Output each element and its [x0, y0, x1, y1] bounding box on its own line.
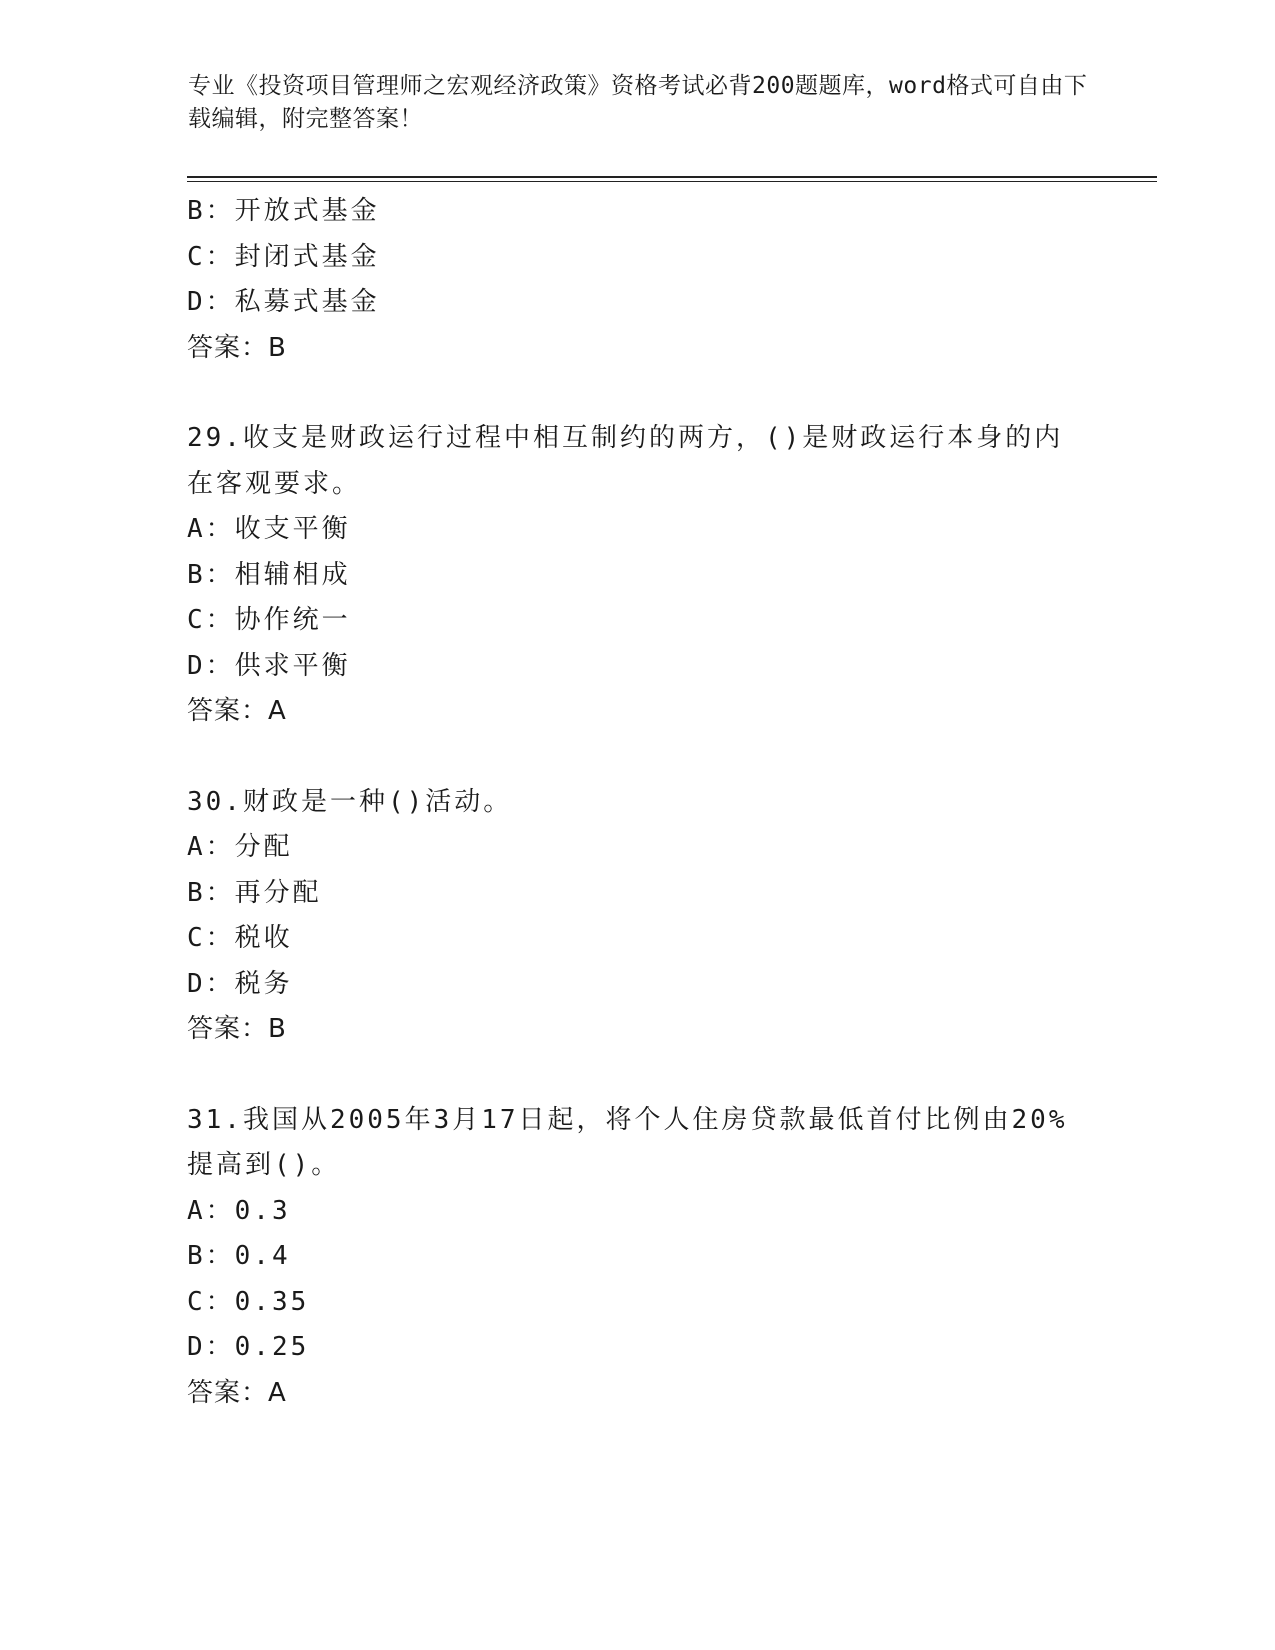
- option-c: C：税收: [187, 923, 293, 953]
- answer-line: 答案：B: [187, 1014, 287, 1044]
- answer-line: 答案：A: [187, 696, 287, 726]
- spacer: [187, 371, 1107, 416]
- option-c: C：0.35: [187, 1286, 310, 1317]
- option-a: A：0.3: [187, 1195, 291, 1226]
- option-c: C：协作统一: [187, 605, 351, 635]
- question-stem: 30.财政是一种()活动。: [187, 786, 513, 817]
- option-a: A：收支平衡: [187, 514, 351, 544]
- question-block-31: [187, 1098, 1107, 1417]
- option-d: D：供求平衡: [187, 650, 351, 681]
- option-d: D：税务: [187, 968, 293, 999]
- answer-line: 答案：A: [187, 1377, 287, 1408]
- question-block-carryover: [187, 189, 1107, 371]
- option-a: A：分配: [187, 832, 293, 862]
- option-b: B：0.4: [187, 1241, 291, 1271]
- question-stem: 29.收支是财政运行过程中相互制约的两方，()是财政运行本身的内在客观要求。: [187, 423, 1064, 499]
- option-b: B：开放式基金: [187, 196, 380, 226]
- option-d: D：私募式基金: [187, 287, 380, 317]
- header-divider: [187, 176, 1157, 182]
- document-header: 专业《投资项目管理师之宏观经济政策》资格考试必背200题题库，word格式可自由下载编辑，附完整答案！: [188, 73, 1088, 132]
- question-stem: 31.我国从2005年3月17日起，将个人住房贷款最低首付比例由20%提高到()。: [187, 1104, 1068, 1180]
- answer-line: 答案：B: [187, 332, 287, 363]
- option-c: C：封闭式基金: [187, 241, 380, 272]
- spacer: [187, 735, 1107, 780]
- spacer: [187, 1053, 1107, 1098]
- option-b: B：再分配: [187, 877, 322, 908]
- option-d: D：0.25: [187, 1332, 310, 1362]
- question-block-30: [187, 780, 1107, 1053]
- question-list: [187, 189, 1107, 1416]
- option-b: B：相辅相成: [187, 559, 351, 590]
- question-block-29: [187, 416, 1107, 735]
